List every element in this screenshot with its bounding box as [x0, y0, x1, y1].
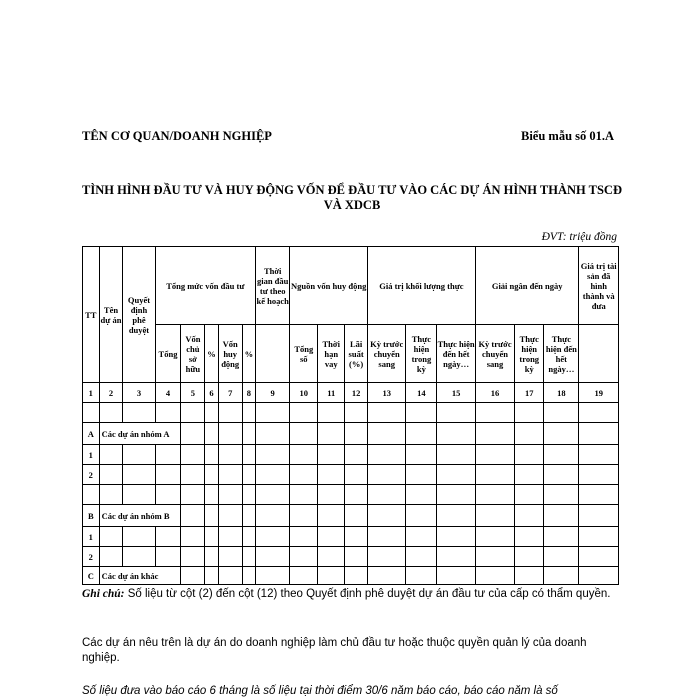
table-row: [83, 465, 619, 485]
row-number: 1: [83, 527, 100, 547]
col-number: 1: [83, 383, 100, 403]
subheader-asset-empty: [579, 325, 619, 383]
table-row: [83, 445, 619, 465]
col-number: 17: [515, 383, 544, 403]
row-number: 2: [83, 465, 100, 485]
col-number: 7: [218, 383, 242, 403]
report-title: TÌNH HÌNH ĐẦU TƯ VÀ HUY ĐỘNG VỐN ĐỂ ĐẦU TƯ VÀO CÁC DỰ ÁN HÌNH THÀNH TSCĐ VÀ XDCB: [82, 183, 622, 212]
subheader-total: Tổng: [155, 325, 181, 383]
note-1: [82, 587, 622, 602]
col-number: 9: [256, 383, 290, 403]
col-number: 18: [544, 383, 579, 403]
col-number: 13: [368, 383, 406, 403]
col-number: 11: [318, 383, 345, 403]
table-row: [83, 527, 619, 547]
subheader-volume-todate: Thực hiện đến hết ngày…: [437, 325, 475, 383]
group-b-code: B: [83, 505, 100, 527]
group-c-label: Các dự án khác: [99, 567, 181, 585]
col-number: 8: [242, 383, 255, 403]
group-c-row: [83, 567, 619, 585]
header-project-name: Tên dự án: [99, 247, 123, 383]
column-number-row: [83, 383, 619, 403]
group-b-label: Các dự án nhóm B: [99, 505, 181, 527]
subheader-time-empty: [256, 325, 290, 383]
note-3: Số liệu đưa vào báo cáo 6 tháng là số liệu tại thời điểm 30/6 năm báo cáo, báo cáo năm là số: [82, 685, 558, 697]
unit-label: ĐVT: triệu đồng: [541, 231, 617, 243]
col-number: 19: [579, 383, 619, 403]
header-disbursement: Giải ngân đến ngày: [475, 247, 579, 325]
subheader-disbursed-period: Thực hiện trong kỳ: [515, 325, 544, 383]
subheader-equity: Vốn chủ sở hữu: [181, 325, 205, 383]
col-number: 5: [181, 383, 205, 403]
table-row: [83, 485, 619, 505]
header-investment-time: Thời gian đầu tư theo kế hoạch: [256, 247, 290, 325]
note-label: Ghi chú:: [82, 588, 125, 600]
col-number: 2: [99, 383, 123, 403]
investment-table: [82, 246, 619, 585]
col-number: 4: [155, 383, 181, 403]
subheader-raised: Vốn huy động: [218, 325, 242, 383]
col-number: 3: [123, 383, 155, 403]
col-number: 15: [437, 383, 475, 403]
group-c-code: C: [83, 567, 100, 585]
table-row: [83, 547, 619, 567]
subheader-disbursed-todate: Thực hiện đến hết ngày…: [544, 325, 579, 383]
subheader-disbursed-previous: Kỳ trước chuyển sang: [475, 325, 514, 383]
table-row: [83, 403, 619, 423]
row-number: 1: [83, 445, 100, 465]
subheader-total-amount: Tổng số: [290, 325, 318, 383]
form-number: Biểu mẫu số 01.A: [521, 129, 615, 143]
subheader-volume-previous: Kỳ trước chuyển sang: [368, 325, 406, 383]
organization-name: TÊN CƠ QUAN/DOANH NGHIỆP: [82, 129, 272, 143]
subheader-interest-rate: Lãi suất (%): [345, 325, 368, 383]
subheader-equity-percent: %: [205, 325, 218, 383]
subheader-loan-term: Thời hạn vay: [318, 325, 345, 383]
note-2: Các dự án nêu trên là dự án do doanh nghiệp làm chủ đầu tư hoặc thuộc quyền quản lý của doanh nghiệp.: [82, 637, 587, 664]
header-tt: TT: [83, 247, 100, 383]
group-a-row: [83, 423, 619, 445]
group-b-row: [83, 505, 619, 527]
col-number: 6: [205, 383, 218, 403]
note-1-text: Số liệu từ cột (2) đến cột (12) theo Quyết định phê duyệt dự án đầu tư của cấp có thẩm quyền.: [127, 588, 611, 600]
subheader-raised-percent: %: [242, 325, 255, 383]
group-a-label: Các dự án nhóm A: [99, 423, 181, 445]
header-total-capital: Tổng mức vốn đầu tư: [155, 247, 256, 325]
header-volume-value: Giá trị khối lượng thực: [368, 247, 476, 325]
col-number: 12: [345, 383, 368, 403]
subheader-volume-period: Thực hiện trong kỳ: [406, 325, 437, 383]
row-number: 2: [83, 547, 100, 567]
header-capital-sources: Nguồn vốn huy động: [290, 247, 368, 325]
col-number: 16: [475, 383, 514, 403]
col-number: 14: [406, 383, 437, 403]
header-asset-value: Giá trị tài sản đã hình thành và đưa: [579, 247, 619, 325]
col-number: 10: [290, 383, 318, 403]
header-decision: Quyết định phê duyệt: [123, 247, 155, 383]
group-a-code: A: [83, 423, 100, 445]
